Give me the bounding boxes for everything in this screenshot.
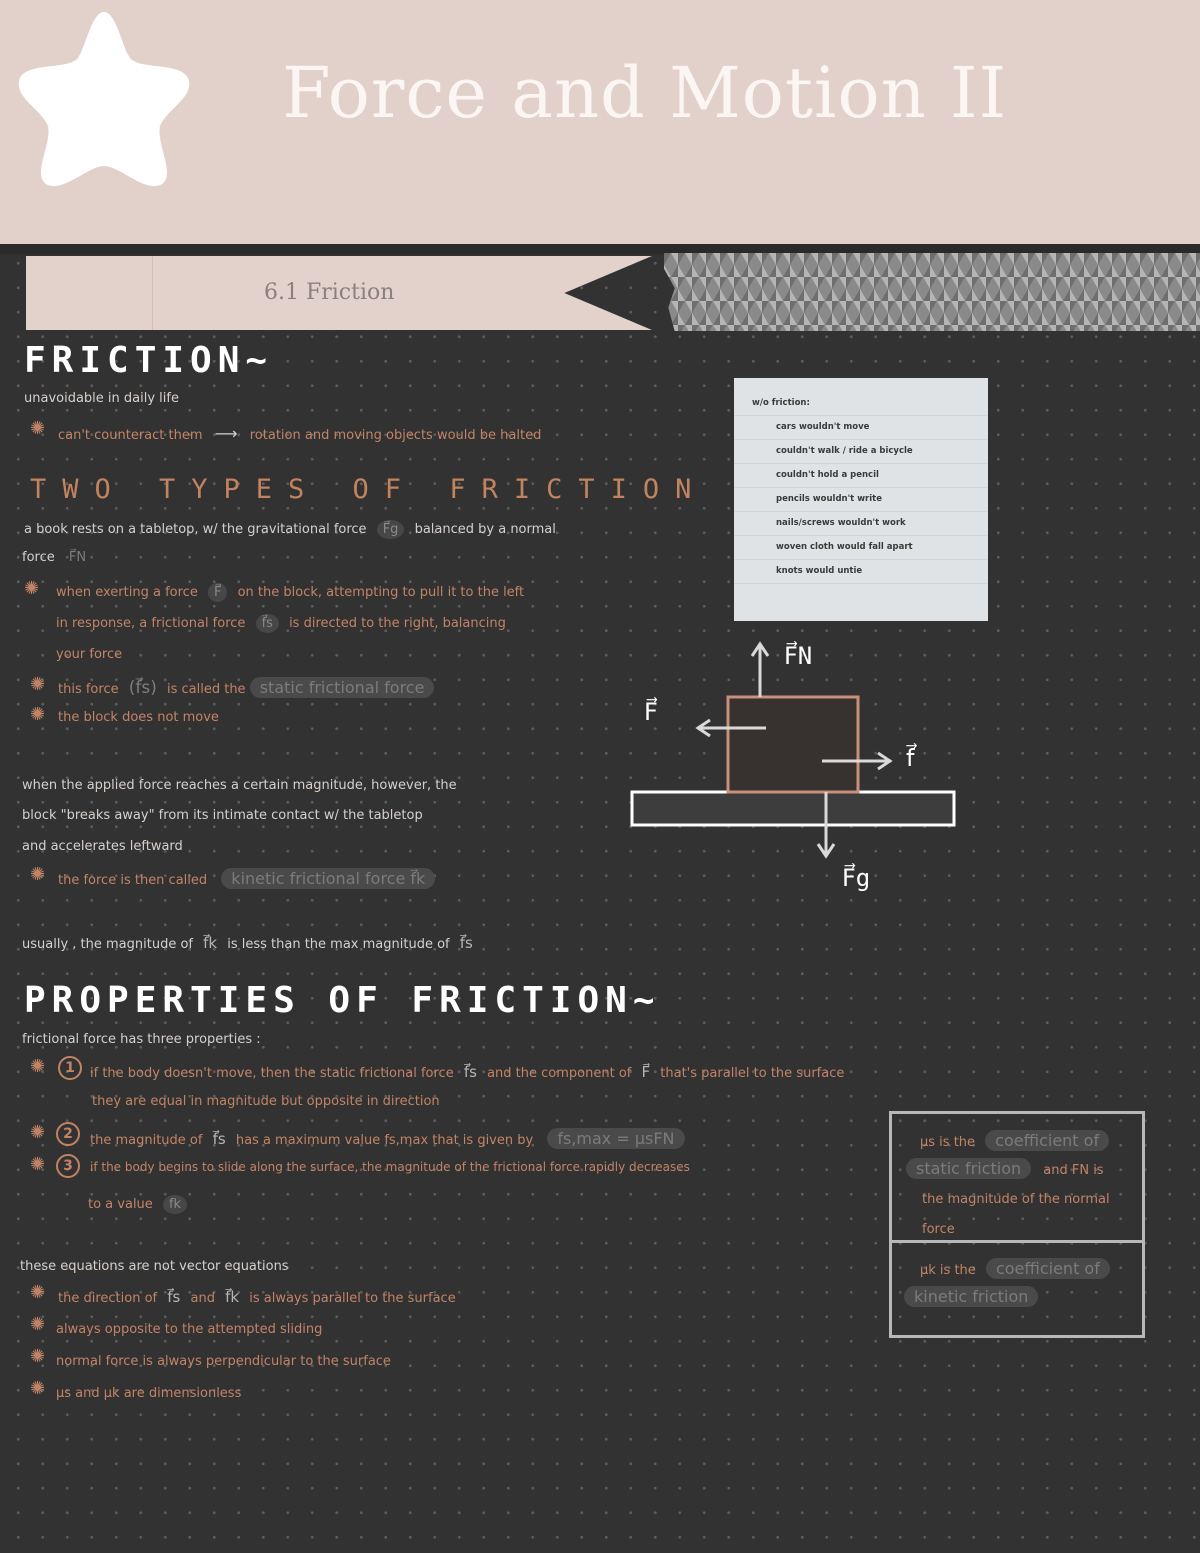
text-accelerates: and accelerates leftward — [22, 839, 183, 854]
sun-bullet-icon: ✺ — [30, 1378, 46, 1399]
text-this-force-a: this force — [58, 682, 119, 697]
text-book-rests-b: balanced by a normal — [414, 522, 556, 537]
text-mu-k-a: μk is the — [920, 1263, 976, 1278]
symbol-fk: fk — [163, 1195, 187, 1214]
number-one-badge: 1 — [58, 1056, 82, 1080]
text-book-rests-a: a book rests on a tabletop, w/ the gravitational force — [24, 522, 367, 537]
highlight-kinetic-friction: kinetic friction — [904, 1286, 1038, 1307]
highlight-coefficient-of: coefficient of — [986, 1258, 1110, 1279]
sun-bullet-icon: ✺ — [30, 1282, 46, 1303]
sun-bullet-icon: ✺ — [30, 418, 46, 439]
text-equal-magnitude: they are equal in magnitude but opposite in direction — [92, 1094, 440, 1109]
text-usually-b: is less than the max magnitude of — [227, 937, 450, 952]
card-item: woven cloth would fall apart — [776, 542, 913, 552]
text-to-a-value-a: to a value — [88, 1197, 153, 1212]
label-f-applied: F⃗ — [644, 698, 658, 726]
text-property-one-a: if the body doesn't move, then the static frictional force — [90, 1066, 454, 1081]
text-force-word: force — [22, 550, 55, 565]
card-item: knots would untie — [776, 566, 863, 576]
sun-bullet-icon: ✺ — [24, 578, 40, 599]
banner-fold-line — [152, 256, 153, 330]
number-three-badge: 3 — [56, 1154, 80, 1178]
symbol-fk: f⃗k — [225, 1288, 240, 1306]
text-exerting-a: when exerting a force — [56, 585, 198, 600]
text-property-one — [90, 1063, 844, 1081]
header-divider — [0, 244, 1200, 254]
tabletop — [632, 792, 954, 825]
sun-bullet-icon: ✺ — [30, 1346, 46, 1367]
text-force-fn — [22, 550, 86, 565]
highlight-kinetic-frictional-force: kinetic frictional force f⃗k — [221, 868, 435, 889]
text-exerting — [56, 583, 524, 602]
card-item: couldn't hold a pencil — [776, 470, 879, 480]
text-then-called — [58, 868, 435, 889]
highlight-coefficient-of: coefficient of — [985, 1130, 1109, 1151]
symbol-fs-paren: (f⃗s) — [128, 678, 157, 698]
text-counteract-a: can't counteract them — [58, 428, 203, 443]
text-direction-c: is always parallel to the surface — [249, 1291, 456, 1306]
highlight-static-frictional-force: static frictional force — [250, 677, 435, 698]
text-kinetic-friction — [904, 1286, 1038, 1307]
symbol-fg: F⃗g — [377, 520, 405, 539]
text-property-two — [90, 1128, 685, 1149]
text-dimensionless: μs and μk are dimensionless — [56, 1386, 242, 1401]
symbol-fn: F⃗N — [68, 550, 87, 565]
text-exerting-b: on the block, attempting to pull it to the left — [237, 585, 525, 600]
heading-friction: FRICTION~ — [24, 340, 274, 381]
without-friction-card — [734, 378, 988, 621]
text-counteract — [58, 424, 541, 443]
sun-bullet-icon: ✺ — [30, 1154, 46, 1175]
label-f-friction: f⃗ — [906, 744, 915, 772]
text-property-three: if the body begins to slide along the surface, the magnitude of the frictional force rapidly decreases — [90, 1160, 690, 1174]
number-two-badge: 2 — [56, 1122, 80, 1146]
text-mu-s-a: μs is the — [920, 1135, 976, 1150]
card-item: cars wouldn't move — [776, 422, 870, 432]
block — [728, 697, 858, 792]
page-title: Force and Motion II — [282, 52, 1008, 134]
text-breaks-away: block "breaks away" from its intimate contact w/ the tabletop — [22, 808, 423, 823]
text-force-word: force — [922, 1222, 955, 1237]
text-direction-parallel — [58, 1288, 456, 1306]
text-property-one-c: that's parallel to the surface — [660, 1066, 845, 1081]
label-fn: F⃗N — [784, 642, 813, 670]
text-magnitude-normal: the magnitude of the normal — [922, 1192, 1110, 1207]
text-mu-k — [920, 1258, 1110, 1279]
sun-bullet-icon: ✺ — [30, 1056, 46, 1077]
sun-bullet-icon: ✺ — [30, 674, 46, 695]
symbol-f: F⃗ — [641, 1063, 651, 1081]
text-three-properties: frictional force has three properties : — [22, 1032, 261, 1047]
symbol-fs-max: f⃗s — [459, 934, 473, 952]
force-diagram — [620, 622, 970, 912]
coefficient-box-divider — [889, 1240, 1145, 1243]
text-usually — [22, 934, 479, 952]
symbol-fs: f⃗s — [167, 1288, 181, 1306]
text-counteract-b: rotation and moving objects would be halted — [249, 428, 542, 443]
text-to-a-value — [88, 1195, 193, 1214]
arrow-right-icon: ⟶ — [214, 424, 238, 443]
text-property-two-a: the magnitude of — [90, 1133, 203, 1148]
text-property-two-b: has a maximum value fs,max that is given by — [235, 1133, 534, 1148]
symbol-fs: f⃗s — [463, 1063, 477, 1081]
text-then-called-a: the force is then called — [58, 873, 208, 888]
text-normal-perpendicular: normal force is always perpendicular to the surface — [56, 1354, 391, 1369]
text-your-force: your force — [56, 647, 123, 662]
highlight-static-friction: static friction — [906, 1158, 1031, 1179]
symbol-fk: f⃗k — [203, 934, 218, 952]
text-not-vector: these equations are not vector equations — [20, 1259, 289, 1274]
arrow-normal-force — [752, 644, 768, 697]
section-label: 6.1 Friction — [264, 280, 395, 305]
text-and-fn: and FN is — [1043, 1163, 1104, 1178]
header-band — [0, 0, 1200, 244]
sun-bullet-icon: ✺ — [30, 864, 46, 885]
symbol-fs: f⃗s — [256, 614, 279, 633]
text-in-response-a: in response, a frictional force — [56, 616, 246, 631]
text-book-rests — [24, 520, 556, 539]
sun-bullet-icon: ✺ — [30, 704, 46, 725]
decorative-pattern-strip — [664, 253, 1200, 331]
card-title: w/o friction: — [752, 398, 810, 408]
text-this-force — [58, 677, 434, 698]
text-usually-a: usually , the magnitude of — [22, 937, 193, 952]
symbol-f: F⃗ — [208, 583, 227, 602]
text-direction-a: the direction of — [58, 1291, 158, 1306]
sun-bullet-icon: ✺ — [30, 1314, 46, 1335]
heading-properties: PROPERTIES OF FRICTION~ — [24, 980, 661, 1021]
text-does-not-move: the block does not move — [58, 710, 219, 725]
card-item: nails/screws wouldn't work — [776, 518, 906, 528]
card-item: pencils wouldn't write — [776, 494, 882, 504]
text-mu-s — [920, 1130, 1109, 1151]
symbol-fs: f⃗s — [212, 1130, 226, 1148]
text-unavoidable: unavoidable in daily life — [24, 391, 179, 406]
label-fg: F⃗g — [842, 864, 871, 892]
heading-two-types: TWO TYPES OF FRICTION — [30, 474, 708, 505]
text-applied-force: when the applied force reaches a certain magnitude, however, the — [22, 778, 457, 793]
card-item: couldn't walk / ride a bicycle — [776, 446, 913, 456]
text-opposite-sliding: always opposite to the attempted sliding — [56, 1322, 323, 1337]
text-in-response-b: is directed to the right, balancing — [289, 616, 506, 631]
text-this-force-b: is called the — [166, 682, 246, 697]
sun-bullet-icon: ✺ — [30, 1122, 46, 1143]
highlight-fs-max-formula: fs,max = μsFN — [547, 1128, 684, 1149]
text-direction-and: and — [190, 1291, 215, 1306]
text-in-response — [56, 614, 506, 633]
text-static-friction — [906, 1158, 1104, 1179]
star-icon — [8, 6, 200, 188]
text-property-one-b: and the component of — [487, 1066, 632, 1081]
